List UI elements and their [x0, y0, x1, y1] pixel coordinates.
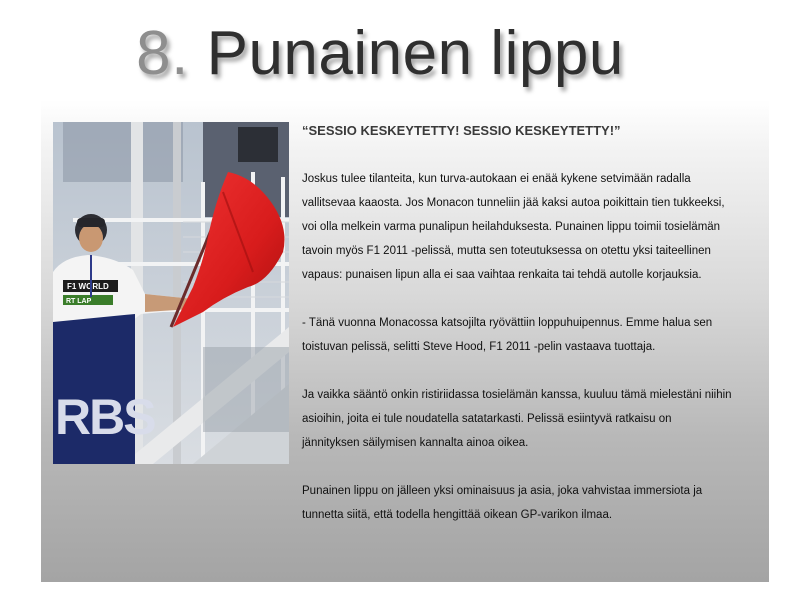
marshal-cap — [77, 218, 105, 227]
chapter-number — [136, 19, 189, 88]
article-paragraph-2: - Tänä vuonna Monacossa katsojilta ryövättiin loppuhuipennus. Emme halua sen toistuvan pelissä, selitti Steve Hood, F1 2011 -pelin vastaava tuottaja. — [302, 317, 713, 353]
article-body — [302, 119, 732, 551]
marshal-red-flag-photo — [53, 122, 289, 464]
grandstand-shape — [63, 122, 183, 182]
shirt-logo-text: F1 WORLD — [67, 282, 109, 291]
page-title — [0, 18, 760, 90]
lanyard-text: RT LAP — [66, 298, 92, 305]
chapter-number-dot: . — [171, 19, 189, 88]
article-heading: “SESSIO KESKEYTETTY! SESSIO KESKEYTETTY!” — [302, 123, 621, 138]
article-paragraph-1: Joskus tulee tilanteita, kun turva-autokaan ei enää kykene setvimään radalla vallitsevaa kaaosta. Jos Monacon tunneliin jää kaksi autoa poikittain tien tukkeeksi, voi olla melkein varma punalipun heilahduksesta. Punainen lippu toimii tosielämän tavoin myös F1 2011 -pelissä, mutta sen toteutuksessa on otettu yksi taiteellinen vapaus: punaisen lipun alla ei saa vaihtaa renkaita tai tehdä autolle korjauksia. — [302, 173, 725, 281]
article-paragraph-4: Punainen lippu on jälleen yksi ominaisuus ja asia, joka vahvistaa immersiota ja tunnetta siitä, että todella hengittää oikean GP-varikon ilmaa. — [302, 485, 703, 521]
grating — [203, 347, 289, 432]
chapter-number-digit: 8 — [136, 19, 172, 88]
rbs-banner-text: RBS — [55, 389, 155, 445]
article-paragraph-3: Ja vaikka sääntö onkin ristiriidassa tosielämän kanssa, kuuluu tämä mielestäni niihin asioihin, joita ei tule noudatella satatarkasti. Pelissä esiintyvä ratkaisu on jännityksen säilymisen kannalta ainoa oikea. — [302, 389, 732, 449]
marshal-face — [79, 224, 103, 252]
pole-2 — [173, 122, 181, 464]
tv-camera-icon — [238, 127, 278, 162]
chapter-title: Punainen lippu — [206, 19, 624, 88]
photo-illustration — [53, 122, 289, 464]
